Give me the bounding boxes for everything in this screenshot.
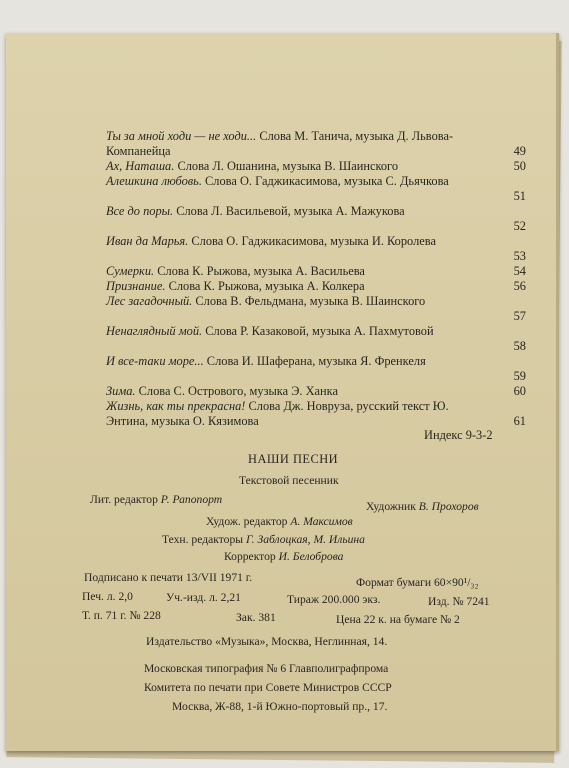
page-number: 53 [513, 248, 526, 263]
song-title: Ненаглядный мой. [106, 324, 203, 338]
printing-house-line-3: Москва, Ж-88, 1-й Южно-портовый пр., 17. [172, 700, 388, 713]
artist-name: В. Прохоров [418, 500, 479, 513]
book-subtitle: Текстовой песенник [239, 474, 339, 487]
index-code: Индекс 9-3-2 [424, 428, 493, 442]
price: Цена 22 к. на бумаге № 2 [336, 613, 460, 626]
song-title: Зима. [106, 384, 136, 398]
publisher-address: Издательство «Музыка», Москва, Неглинная, 14. [146, 635, 388, 648]
toc-entry [106, 354, 526, 384]
song-title: Признание. [106, 279, 166, 293]
proofreader-name: И. Белоброва [278, 550, 344, 563]
song-credits: Слова Дж. Новруза, русский текст Ю. Энтина, музыка О. Кязимова [106, 399, 449, 429]
art-editor-name: А. Максимов [290, 515, 353, 528]
lit-editor-credit [90, 493, 222, 506]
song-title: И все-таки море... [106, 354, 204, 368]
song-credits: Слова И. Шаферана, музыка Я. Френкеля [203, 354, 426, 368]
song-title: Жизнь, как ты прекрасна! [106, 399, 246, 413]
song-credits: Слова М. Танича, музыка Д. Львова-Компанейца [106, 129, 454, 159]
song-credits: Слова В. Фельдмана, музыка В. Шаинского [192, 294, 426, 308]
page-number: 50 [513, 158, 526, 173]
printing-house-line-1: Московская типография № 6 Главполиграфпрома [144, 662, 389, 675]
print-sheets: Печ. л. 2,0 [82, 590, 133, 603]
toc-entry [106, 264, 526, 279]
art-editor-credit [206, 515, 353, 528]
toc-entry [106, 324, 526, 354]
page-number: 49 [513, 143, 526, 158]
art-editor-label: Худож. редактор [206, 515, 291, 528]
publishing-sheets: Уч.-изд. л. 2,21 [166, 591, 241, 604]
toc-entry [106, 174, 526, 204]
page-number: 51 [513, 188, 526, 203]
table-of-contents [106, 129, 526, 429]
page-number: 59 [513, 368, 526, 383]
lit-editor-name: Р. Рапопорт [160, 493, 223, 506]
artist-credit [366, 500, 479, 513]
song-credits: Слова О. Гаджикасимова, музыка С. Дьячкова [201, 174, 449, 188]
song-title: Все до поры. [106, 204, 174, 218]
toc-entry [106, 204, 526, 234]
paper-format: Формат бумаги 60×90¹/₃₂ [356, 576, 479, 589]
song-title: Ах, Наташа. [106, 159, 175, 173]
page-number: 61 [513, 413, 526, 428]
page-number: 56 [513, 278, 526, 293]
song-title: Иван да Марья. [106, 234, 189, 248]
tech-editors-names: Г. Заблоцкая, М. Ильина [245, 533, 365, 546]
page-number: 57 [513, 308, 526, 323]
tp-number: Т. п. 71 г. № 228 [82, 609, 161, 622]
song-credits: Слова К. Рыжова, музыка А. Васильева [154, 264, 365, 278]
artist-label: Художник [366, 500, 419, 513]
tech-editors-credit [162, 533, 365, 546]
edition-number: Изд. № 7241 [428, 595, 490, 608]
page-number: 52 [513, 218, 526, 233]
song-credits: Слова Л. Васильевой, музыка А. Мажукова [173, 204, 405, 218]
toc-entry [106, 234, 526, 264]
book-title: НАШИ ПЕСНИ [248, 452, 339, 466]
song-title: Сумерки. [106, 264, 155, 278]
toc-entry [106, 294, 526, 324]
song-title: Алешкина любовь. [106, 174, 202, 188]
print-run: Тираж 200.000 экз. [287, 593, 381, 606]
toc-entry [106, 279, 526, 294]
book-page [6, 33, 559, 751]
song-title: Ты за мной ходи — не ходи... [106, 129, 257, 143]
order-number: Зак. 381 [236, 611, 276, 624]
song-credits: Слова С. Острового, музыка Э. Ханка [135, 384, 339, 398]
printing-house-line-2: Комитета по печати при Совете Министров СССР [144, 681, 392, 694]
tech-editors-label: Техн. редакторы [162, 533, 246, 546]
song-credits: Слова Р. Казаковой, музыка А. Пахмутовой [202, 324, 434, 338]
toc-entry [106, 384, 526, 399]
song-title: Лес загадочный. [106, 294, 193, 308]
song-credits: Слова Л. Ошанина, музыка В. Шаинского [174, 159, 399, 173]
toc-entry [106, 159, 526, 174]
page-number: 58 [513, 338, 526, 353]
page-number: 54 [513, 263, 526, 278]
song-credits: Слова К. Рыжова, музыка А. Колкера [165, 279, 365, 293]
proofreader-label: Корректор [224, 550, 279, 563]
lit-editor-label: Лит. редактор [90, 493, 161, 506]
song-credits: Слова О. Гаджикасимова, музыка И. Королева [188, 234, 436, 248]
toc-entry [106, 399, 526, 429]
toc-entry [106, 129, 526, 159]
signed-date: Подписано к печати 13/VII 1971 г. [84, 571, 253, 584]
page-number: 60 [513, 383, 526, 398]
proofreader-credit [224, 550, 343, 563]
